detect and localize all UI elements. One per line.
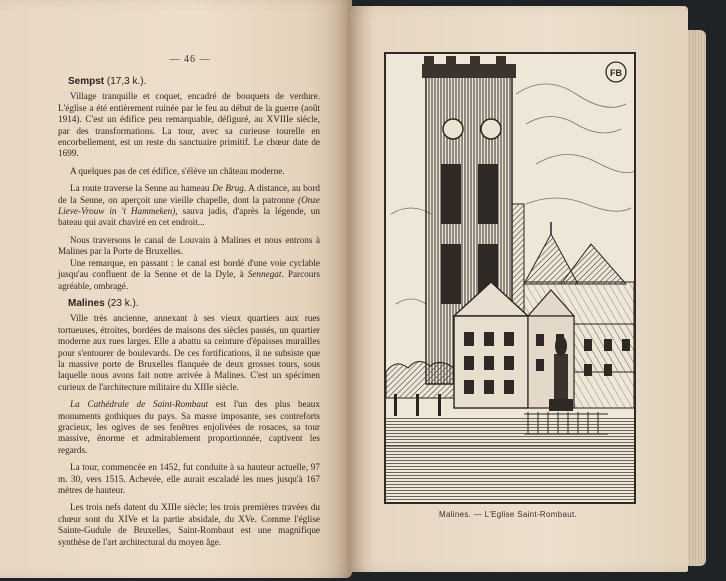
cathedral-name: La Cathédrale de Saint-Rombaut — [70, 399, 209, 410]
section-title-text: Malines — [68, 297, 105, 309]
paragraph: A quelques pas de cet édifice, s'élève un château moderne. — [70, 165, 285, 176]
section-distance: (23 k.). — [107, 297, 139, 309]
paragraph: Nous traversons le canal de Louvain à Malines et nous entrons à Malines par la Porte de Bruxelles. — [58, 234, 320, 257]
page-number: — 46 — — [169, 54, 211, 65]
text-run: . A distance, au bord de la Senne, on aperçoit une vieille chapelle, dont la patronne — [58, 183, 321, 205]
square-ground — [386, 416, 634, 502]
paragraph: Les trois nefs datent du XIIIe siècle; les trois premières travées du chœur sont du XIVe et la partie absidale, du XVe. Comme l'église Sainte-Gudule de Bruxelles, Saint-Rombaut est une magnifique synthèse de l'art architectural du moyen âge. — [58, 502, 320, 547]
place-name: De Brug — [212, 183, 244, 194]
monogram-text: FB — [610, 68, 622, 78]
illustration-caption: Malines. — L'Eglise Saint-Rombaut. — [438, 510, 577, 519]
text-run: est l'un des plus beaux monuments gothiques du pays. Sa masse imposante, ses contreforts gracieux, les ogives de ses fenêtres enjolivées de rosaces, sa tour massive, énorme et admirablement proportionnée, captivent les regards. — [58, 399, 320, 455]
paragraph-remark — [58, 258, 320, 292]
paragraph: Village tranquille et coquet, encadré de bouquets de verdure. L'église a été entièrement ruinée par le feu au début de la guerre (août 1914). C'est un édifice peu remarquable, défiguré, au XVIIIe siècle, par des transformations. La tour, avec sa curieuse tourelle en encorbellement, est un reste du sanctuaire primitif. Le chœur date de 1699. — [58, 91, 320, 159]
chapel-name: (Onze Lieve-Vrouw in 't Hammeken) — [58, 194, 320, 217]
paragraph-cathedral — [58, 399, 320, 456]
text-run: La route traverse la Senne au hameau — [70, 183, 213, 194]
section-title-malines — [68, 298, 320, 309]
cathedral-drawing — [386, 54, 634, 502]
text-run: , sauva jadis, d'après la légende, un bateau qui avait chaviré en cet endroit... — [58, 206, 320, 228]
text-column — [58, 74, 320, 554]
left-page — [0, 0, 352, 578]
text-run: . Parcours agréable, ombragé. — [58, 269, 320, 291]
place-name: Sennegat — [247, 269, 282, 280]
section-title-sempst — [68, 76, 320, 87]
section-distance: (17,3 k.). — [106, 76, 147, 87]
section-title-text: Sempst — [68, 76, 105, 87]
paragraph: Ville très ancienne, annexant à ses vieux quartiers aux rues tortueuses, étroites, bordées de maisons des siècles passés, un quartier moderne aux rues larges. Elle a abattu sa ceinture d'épaisses murailles pour s'entourer de boulevards. De ces fortifications, il ne subsiste que la massive porte de Bruxelles flanquée de deux grosses tours, sous laquelle nous avons fait notre arrivée à Malines. C'est un spécimen curieux de l'architecture militaire du XIIIe siècle. — [58, 313, 320, 392]
text-run: Une remarque, en passant : le canal est bordé d'une voie cyclable jusqu'au confluent de la Senne et de la Dyle, à — [58, 257, 320, 280]
paragraph-route — [58, 183, 320, 229]
cathedral-illustration — [384, 52, 636, 504]
paragraph: La tour, commencée en 1452, fut conduite à sa hauteur actuelle, 97 m. 30, vers 1515. Achevée, elle aurait escaladé les nues jusqu'à 167 mètres de hauteur. — [58, 462, 320, 495]
